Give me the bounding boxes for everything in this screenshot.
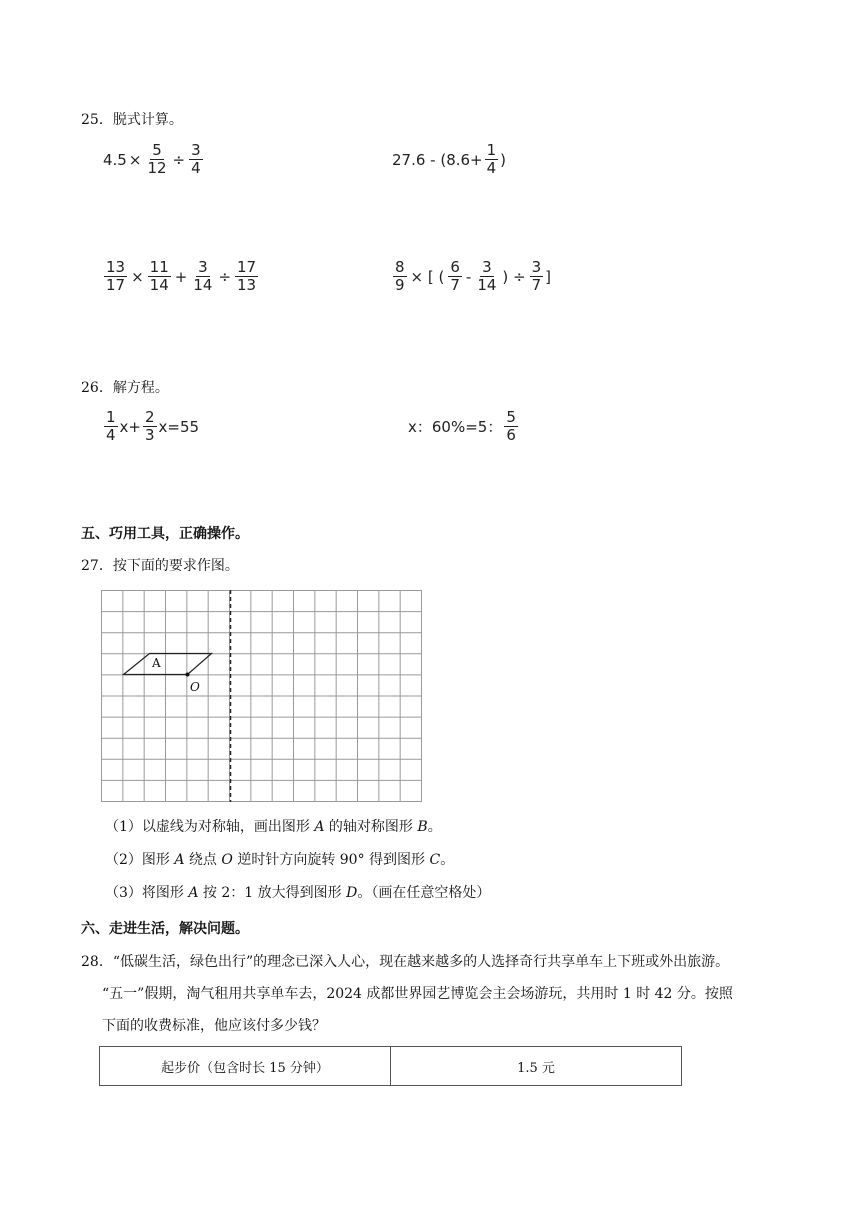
q27-label: 27．按下面的要求作图。 [81, 558, 239, 574]
section-6-heading: 六、走进生活，解决问题。 [81, 921, 249, 937]
shape-a-label: A [152, 656, 161, 670]
q27-item-2: （2）图形 A 绕点 O 逆时针方向旋转 90° 得到图形 C。 [105, 852, 455, 868]
fee-cell-price: 1.5 元 [391, 1047, 682, 1086]
point-o [186, 673, 190, 677]
q26-equation-2: x：60%=5： $\frac{5}{6}$ [408, 408, 516, 444]
grid-lines [101, 590, 422, 802]
q28-line-1: 28．“低碳生活，绿色出行”的理念已深入人心，现在越来越多的人选择奇行共享单车上下班或外出旅游。 [81, 954, 730, 970]
point-o-label: O [190, 680, 200, 694]
q26-equation-1: $\frac{1}{4}$ x+ $\frac{2}{3}$ x=55 [106, 408, 200, 444]
q25-expression-4: $\frac{8}{9}$ × [ ( $\frac{6}{7}$ - $\frac{3}{14}$ ) ÷ $\frac{3}{7}$ ] [395, 258, 552, 294]
q28-line-3: 下面的收费标准，他应该付多少钱？ [102, 1018, 326, 1034]
q25-expression-1: 4.5 × $\frac{5}{12}$ ÷ $\frac{3}{4}$ [103, 141, 201, 177]
q26-label: 26．解方程。 [81, 380, 169, 396]
table-row [100, 1047, 682, 1086]
fee-cell-condition: 起步价（包含时长 15 分钟） [100, 1047, 391, 1086]
q28-line-2: “五一”假期，淘气租用共享单车去，2024 成都世界园艺博览会主会场游玩，共用时 1 时 42 分。按照 [102, 986, 733, 1002]
q27-item-1: （1）以虚线为对称轴，画出图形 A 的轴对称图形 B。 [105, 819, 442, 835]
q25-label: 25．脱式计算。 [81, 112, 183, 128]
q27-item-3: （3）将图形 A 按 2：1 放大得到图形 D。（画在任意空格处） [105, 885, 491, 901]
q25-expression-2: 27.6 - (8.6+ $\frac{1}{4}$ ) [392, 141, 507, 177]
shape-a-parallelogram [124, 654, 212, 675]
grid-figure [101, 590, 422, 802]
q25-expression-3: $\frac{13}{17}$ × $\frac{11}{14}$ + $\frac{3}{14}$ ÷ $\frac{17}{13}$ [106, 258, 257, 294]
fee-table [99, 1046, 682, 1086]
section-5-heading: 五、巧用工具，正确操作。 [81, 526, 249, 542]
